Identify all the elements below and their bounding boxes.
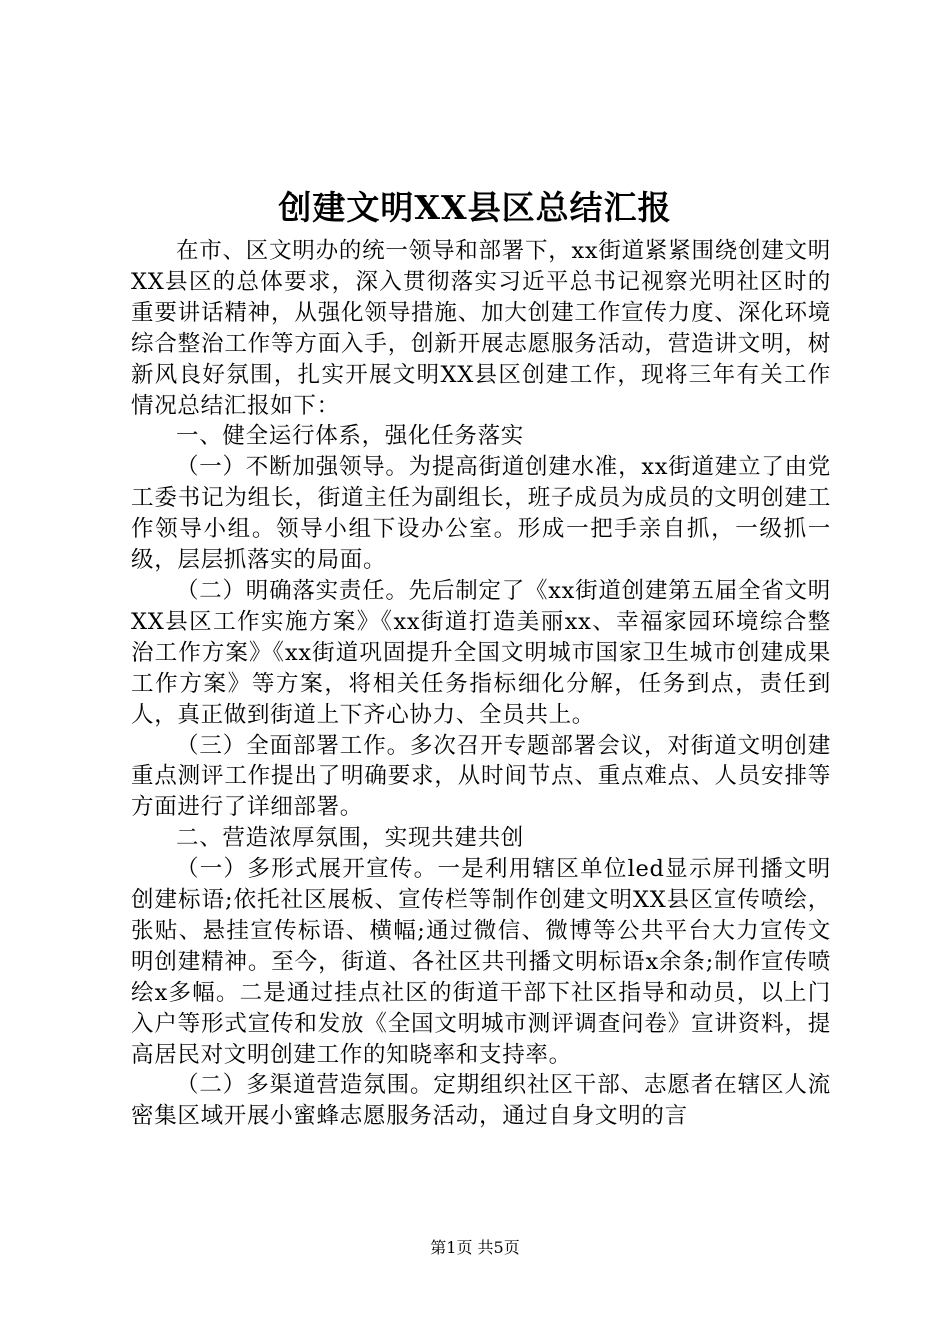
page-footer: 第1页 共5页 <box>430 1238 520 1257</box>
intro-paragraph: 在市、区文明办的统一领导和部署下，xx街道紧紧围绕创建文明XX县区的总体要求，深入贯彻落实习近平总书记视察光明社区时的重要讲话精神，从强化领导措施、加大创建工作宣传力度、深化环境综合整治工作等方面入手，创新开展志愿服务活动，营造讲文明，树新风良好氛围，扎实开展文明XX县区创建工作，现将三年有关工作情况总结汇报如下： <box>131 238 831 419</box>
paragraph-1-3: （三）全面部署工作。多次召开专题部署会议，对街道文明创建重点测评工作提出了明确要求，从时间节点、重点难点、人员安排等方面进行了详细部署。 <box>131 732 831 821</box>
document-title: 创建文明XX县区总结汇报 <box>278 188 672 227</box>
section-heading-2: 二、营造浓厚氛围，实现共建共创 <box>176 825 525 852</box>
paragraph-2-2: （二）多渠道营造氛围。定期组织社区干部、志愿者在辖区人流密集区域开展小蜜蜂志愿服务活动，通过自身文明的言 <box>131 1072 831 1130</box>
paragraph-1-1: （一）不断加强领导。为提高街道创建水准，xx街道建立了由党工委书记为组长，街道主任为副组长，班子成员为成员的文明创建工作领导小组。领导小组下设办公室。形成一把手亲自抓，一级抓一级，层层抓落实的局面。 <box>131 454 831 574</box>
document-body <box>131 236 831 1132</box>
paragraph-2-1: （一）多形式展开宣传。一是利用辖区单位led显示屏刊播文明创建标语;依托社区展板、宣传栏等制作创建文明XX县区宣传喷绘，张贴、悬挂宣传标语、横幅;通过微信、微博等公共平台大力宣传文明创建精神。至今，街道、各社区共刊播文明标语x余条;制作宣传喷绘x多幅。二是通过挂点社区的街道干部下社区指导和动员，以上门入户等形式宣传和发放《全国文明城市测评调查问卷》宣讲资料，提高居民对文明创建工作的知晓率和支持率。 <box>131 856 831 1068</box>
section-heading-1: 一、健全运行体系，强化任务落实 <box>176 423 525 450</box>
paragraph-1-2: （二）明确落实责任。先后制定了《xx街道创建第五届全省文明XX县区工作实施方案》《xx街道打造美丽xx、幸福家园环境综合整治工作方案》《xx街道巩固提升全国文明城市国家卫生城市创建成果工作方案》等方案，将相关任务指标细化分解，任务到点，责任到人，真正做到街道上下齐心协力、全员共上。 <box>131 577 831 728</box>
